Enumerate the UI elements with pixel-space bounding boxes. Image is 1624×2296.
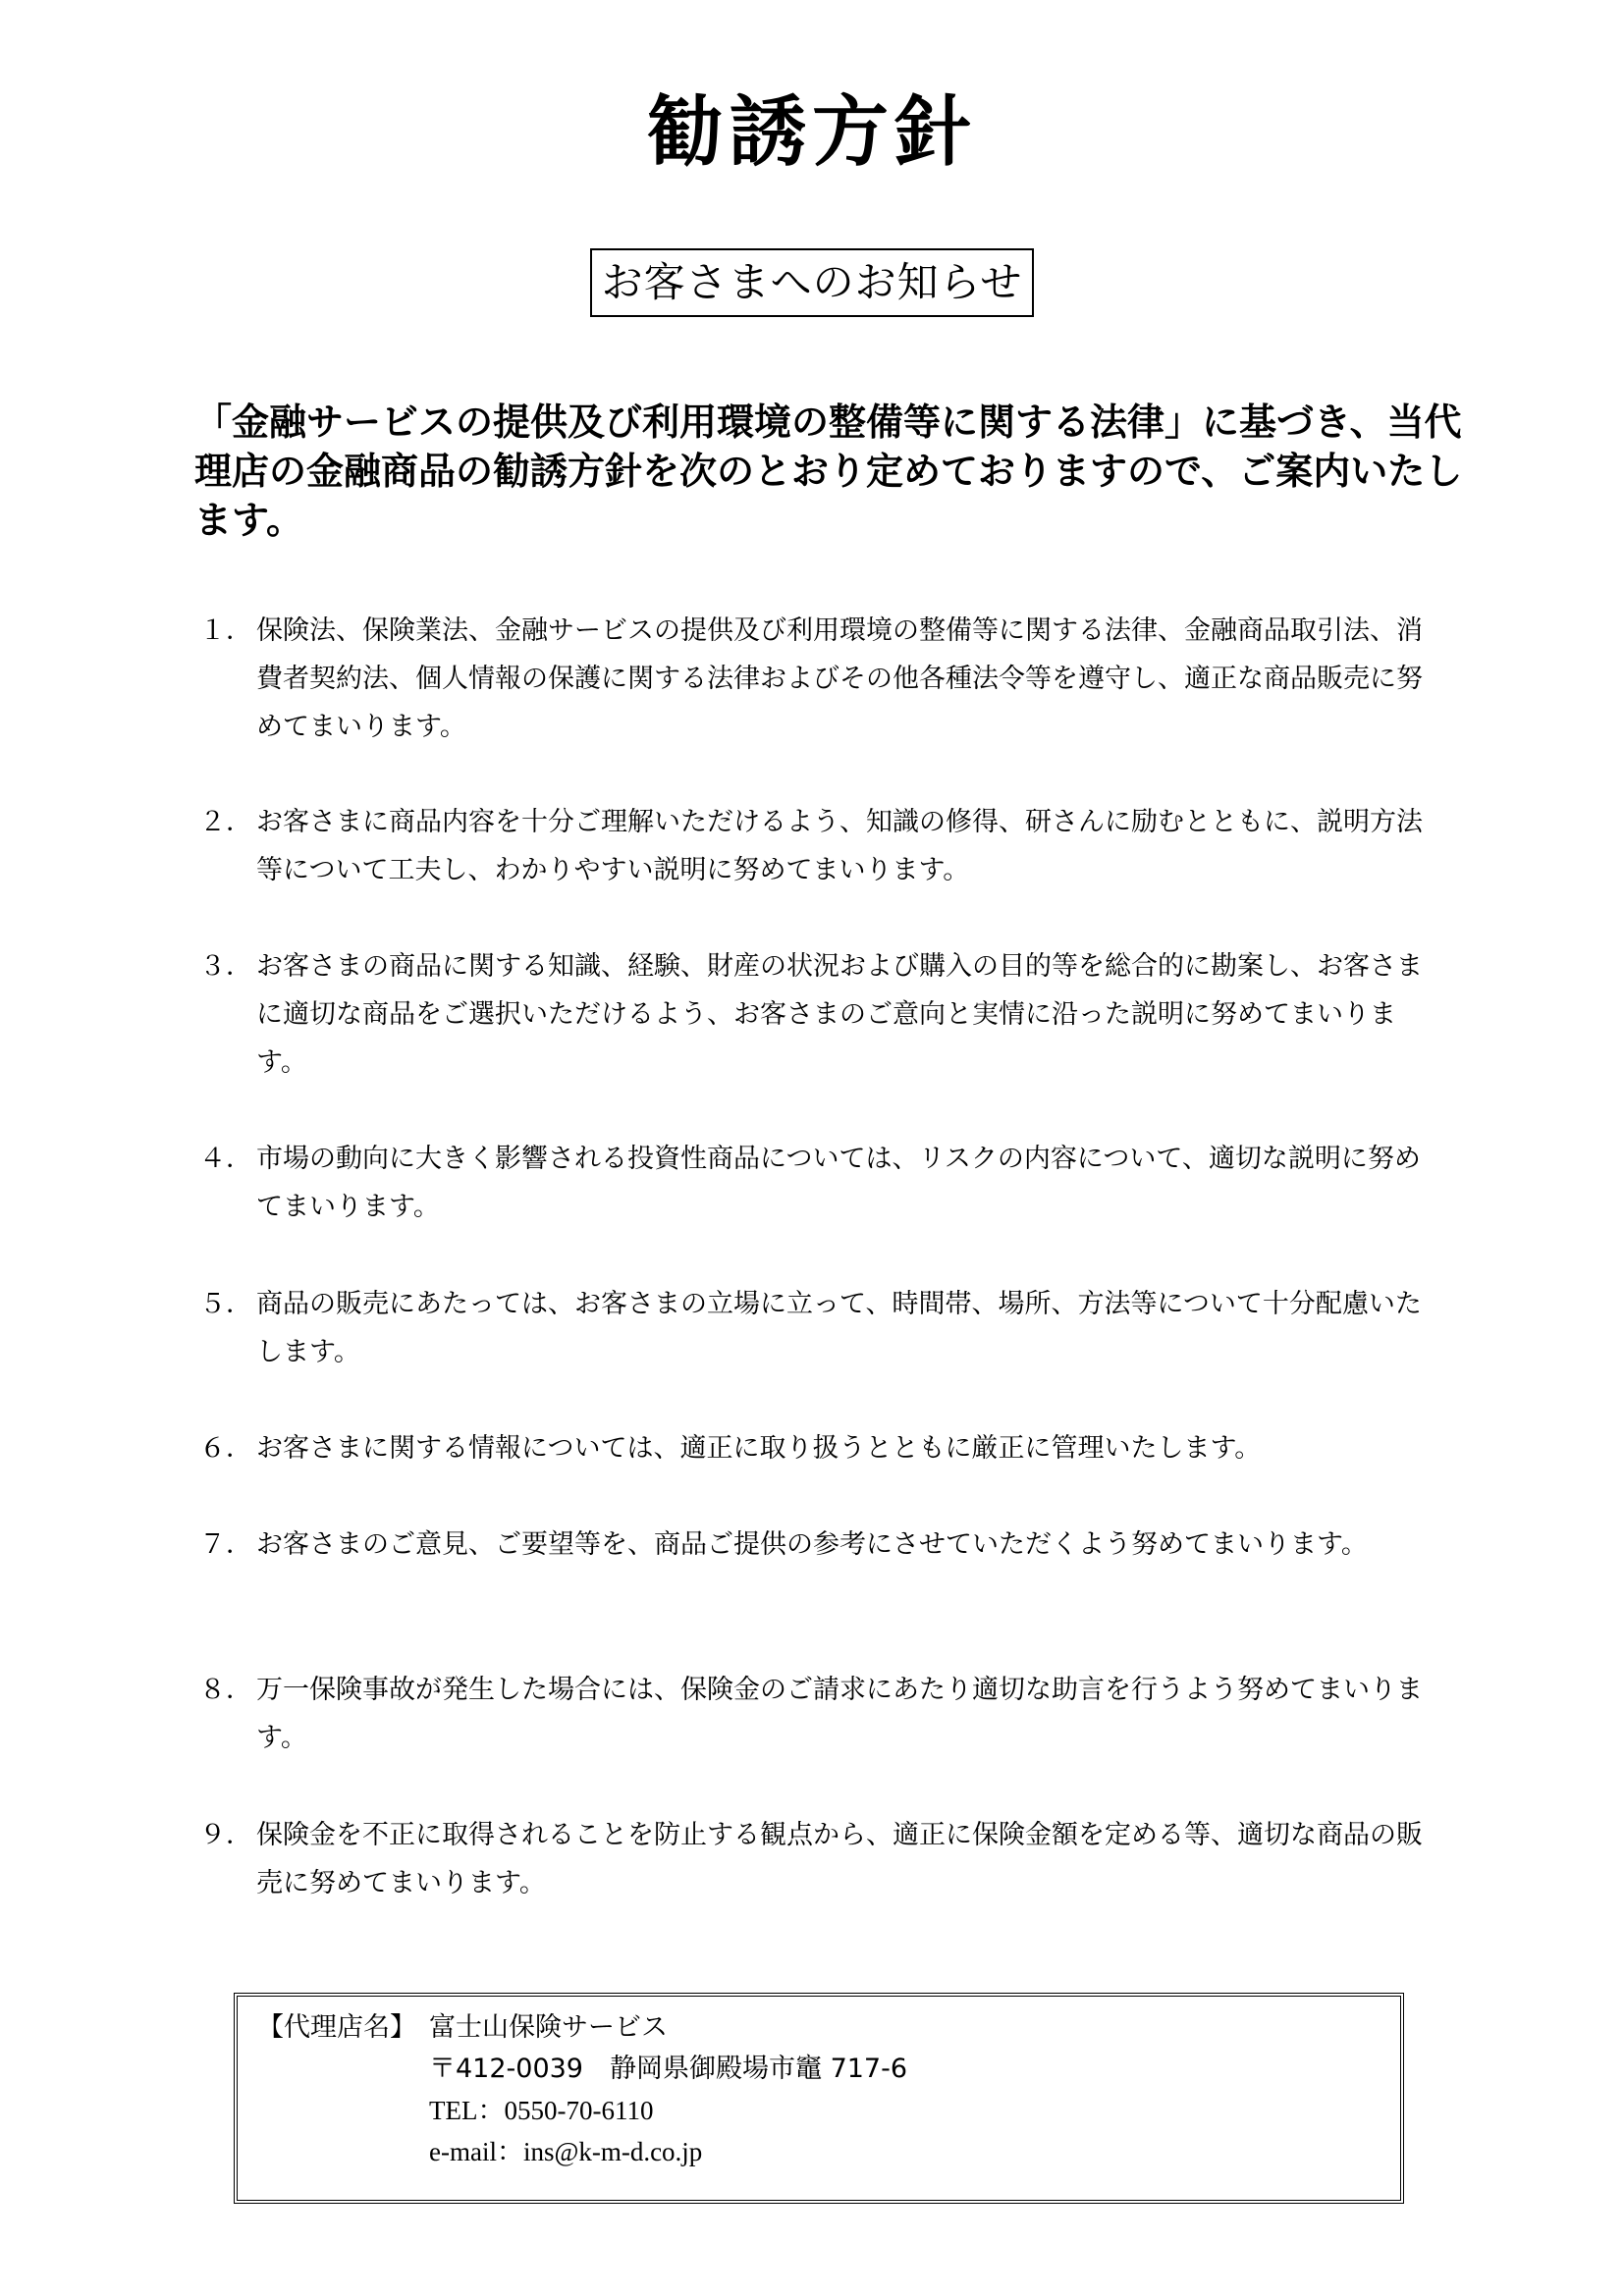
policy-item-6 bbox=[199, 1424, 1436, 1472]
policy-item-text: お客さまに関する情報については、適正に取り扱うとともに厳正に管理いたします。 bbox=[256, 1433, 1262, 1464]
policy-item-number: ４． bbox=[199, 1144, 252, 1174]
notice-subtitle-box: お客さまへのお知らせ bbox=[590, 248, 1035, 317]
policy-item-text: 商品の販売にあたっては、お客さまの立場に立って、時間帯、場所、方法等について十分配慮いたします。 bbox=[256, 1289, 1422, 1367]
policy-item-number: ７． bbox=[199, 1529, 252, 1560]
agency-label: 【代理店名】 bbox=[257, 2012, 416, 2043]
policy-item-9 bbox=[199, 1811, 1436, 1907]
policy-item-number: ５． bbox=[199, 1289, 252, 1319]
policy-item-number: １． bbox=[199, 615, 252, 646]
policy-item-number: ６． bbox=[199, 1433, 252, 1464]
policy-item-8 bbox=[199, 1666, 1436, 1762]
policy-item-text: お客さまの商品に関する知識、経験、財産の状況および購入の目的等を総合的に勘案し、お客さまに適切な商品をご選択いただけるよう、お客さまのご意向と実情に沿った説明に努めてまいります。 bbox=[256, 951, 1423, 1078]
policy-item-text: 市場の動向に大きく影響される投資性商品については、リスクの内容について、適切な説明に努めてまいります。 bbox=[256, 1144, 1421, 1222]
policy-item-number: ８． bbox=[199, 1675, 252, 1705]
policy-item-number: ９． bbox=[199, 1820, 252, 1850]
policy-item-7 bbox=[199, 1521, 1436, 1617]
policy-item-text: 万一保険事故が発生した場合には、保険金のご請求にあたり適切な助言を行うよう努めてまいります。 bbox=[256, 1675, 1423, 1753]
policy-item-number: ３． bbox=[199, 951, 252, 982]
agency-info-box bbox=[234, 1993, 1404, 2204]
policy-item-2 bbox=[199, 798, 1436, 894]
policy-list bbox=[199, 607, 1436, 1907]
policy-item-4 bbox=[199, 1135, 1436, 1231]
intro-paragraph: 「金融サービスの提供及び利用環境の整備等に関する法律」に基づき、当代理店の金融商品の勧誘方針を次のとおり定めておりますので、ご案内いたします。 bbox=[194, 400, 1463, 542]
policy-item-text: お客さまのご意見、ご要望等を、商品ご提供の参考にさせていただくよう努めてまいります。 bbox=[256, 1529, 1368, 1560]
agency-phone: TEL：0550-70-6110 bbox=[429, 2096, 654, 2125]
agency-address: 〒412-0039 静岡県御殿場市竈 717-6 bbox=[429, 2054, 908, 2084]
policy-item-3 bbox=[199, 942, 1436, 1087]
policy-item-text: 保険法、保険業法、金融サービスの提供及び利用環境の整備等に関する法律、金融商品取引法、消費者契約法、個人情報の保護に関する法律およびその他各種法令等を遵守し、適正な商品販売に努めてまいります。 bbox=[256, 615, 1423, 742]
agency-email: e-mail：ins@k-m-d.co.jp bbox=[429, 2137, 703, 2166]
policy-item-5 bbox=[199, 1280, 1436, 1376]
policy-item-text: 保険金を不正に取得されることを防止する観点から、適正に保険金額を定める等、適切な商品の販売に努めてまいります。 bbox=[256, 1820, 1423, 1898]
policy-item-number: ２． bbox=[199, 807, 252, 837]
document-title: 勧誘方針 bbox=[646, 88, 977, 177]
policy-item-1 bbox=[199, 607, 1436, 751]
agency-name: 富士山保険サービス bbox=[429, 2012, 668, 2043]
subtitle-wrapper bbox=[0, 248, 1624, 317]
policy-item-text: お客さまに商品内容を十分ご理解いただけるよう、知識の修得、研さんに励むとともに、説明方法等について工夫し、わかりやすい説明に努めてまいります。 bbox=[256, 807, 1423, 885]
